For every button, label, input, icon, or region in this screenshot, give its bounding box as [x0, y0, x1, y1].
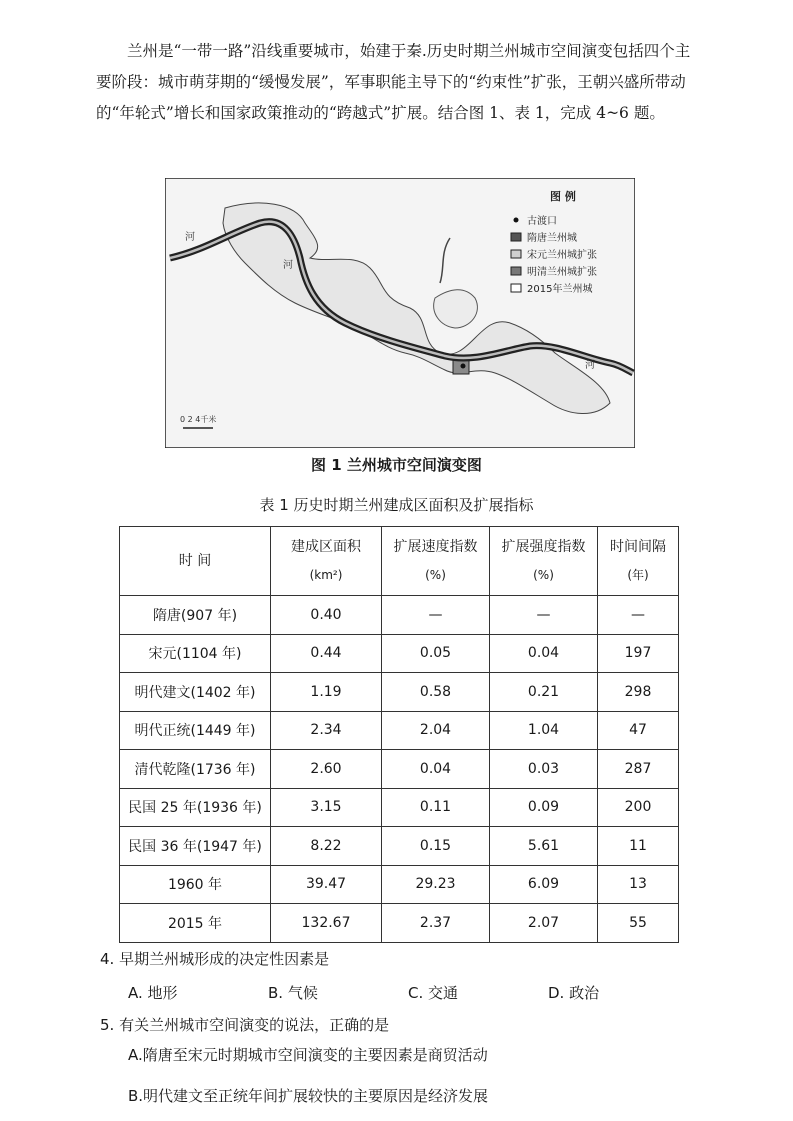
intro-paragraph [96, 36, 696, 129]
option-d[interactable]: D. 政治 [548, 984, 600, 1002]
option-c[interactable]: C. 交通 [408, 984, 459, 1002]
header-interval-unit: (年) [627, 568, 649, 582]
cell-strength: 0.21 [490, 673, 598, 712]
cell-strength: 5.61 [490, 827, 598, 866]
cell-speed: 2.37 [382, 904, 490, 943]
header-speed [382, 527, 490, 596]
table-row [120, 596, 679, 635]
option-b[interactable]: B. 气候 [268, 984, 318, 1002]
cell-time: 1960 年 [120, 865, 271, 904]
cell-time: 宋元(1104 年) [120, 634, 271, 673]
cell-interval: 197 [598, 634, 679, 673]
river-label-west: 河 [185, 232, 195, 243]
header-area [271, 527, 382, 596]
question-4: 4. 早期兰州城形成的决定性因素是 [100, 950, 330, 968]
cell-interval: 287 [598, 750, 679, 789]
cell-interval: 200 [598, 788, 679, 827]
cell-speed: 29.23 [382, 865, 490, 904]
intro-text: 兰州是“一带一路”沿线重要城市，始建于秦.历史时期兰州城市空间演变包括四个主要阶段：城市萌芽期的“缓慢发展”，军事职能主导下的“约束性”扩张，王朝兴盛所带动的“年轮式”增长和国家政策推动的“跨越式”扩展。结合图 1、表 1，完成 4~6 题。 [96, 42, 691, 122]
cell-time: 清代乾隆(1736 年) [120, 750, 271, 789]
cell-speed: 2.04 [382, 711, 490, 750]
cell-strength: 0.09 [490, 788, 598, 827]
legend-swatch-songyuan [511, 250, 521, 258]
header-area-label: 建成区面积 [291, 539, 361, 555]
cell-time: 明代正统(1449 年) [120, 711, 271, 750]
table-row [120, 673, 679, 712]
legend-label-mingqing: 明清兰州城扩张 [527, 267, 597, 278]
cell-area: 1.19 [271, 673, 382, 712]
cell-strength: — [490, 596, 598, 635]
expansion-table [119, 526, 679, 943]
question-5-option-a[interactable]: A.隋唐至宋元时期城市空间演变的主要因素是商贸活动 [128, 1046, 488, 1064]
legend-label-suitang: 隋唐兰州城 [527, 233, 577, 244]
question-5-option-b[interactable]: B.明代建文至正统年间扩展较快的主要原因是经济发展 [128, 1087, 489, 1105]
cell-speed: 0.05 [382, 634, 490, 673]
question-4-options [128, 982, 688, 1003]
cell-strength: 1.04 [490, 711, 598, 750]
cell-area: 132.67 [271, 904, 382, 943]
cell-interval: 55 [598, 904, 679, 943]
cell-area: 2.34 [271, 711, 382, 750]
cell-time: 民国 25 年(1936 年) [120, 788, 271, 827]
header-strength-unit: (%) [533, 568, 554, 582]
table-row [120, 788, 679, 827]
map-svg [165, 178, 635, 448]
header-time: 时 间 [120, 527, 271, 596]
header-speed-label: 扩展速度指数 [393, 539, 478, 555]
table-row [120, 634, 679, 673]
river-label-east: 河 [585, 360, 595, 371]
header-strength [490, 527, 598, 596]
cell-speed: 0.58 [382, 673, 490, 712]
cell-strength: 0.04 [490, 634, 598, 673]
cell-time: 民国 36 年(1947 年) [120, 827, 271, 866]
legend-swatch-mingqing [511, 267, 521, 275]
cell-time: 2015 年 [120, 904, 271, 943]
cell-area: 0.40 [271, 596, 382, 635]
cell-interval: 47 [598, 711, 679, 750]
table-header-row [120, 527, 679, 596]
scale-label: 0 2 4千米 [180, 415, 217, 424]
table-row [120, 865, 679, 904]
cell-area: 39.47 [271, 865, 382, 904]
cell-area: 3.15 [271, 788, 382, 827]
legend-swatch-ferry [514, 218, 519, 223]
cell-strength: 0.03 [490, 750, 598, 789]
cell-interval: 298 [598, 673, 679, 712]
cell-time: 隋唐(907 年) [120, 596, 271, 635]
cell-speed: 0.04 [382, 750, 490, 789]
legend-title: 图 例 [550, 190, 576, 203]
city-evolution-map [165, 178, 635, 448]
table-row [120, 904, 679, 943]
cell-speed: 0.11 [382, 788, 490, 827]
cell-speed: 0.15 [382, 827, 490, 866]
cell-area: 0.44 [271, 634, 382, 673]
figure-caption: 图 1 兰州城市空间演变图 [311, 456, 482, 474]
header-area-unit: (km²) [309, 568, 343, 582]
legend-label-2015: 2015年兰州城 [527, 284, 593, 295]
cell-time: 明代建文(1402 年) [120, 673, 271, 712]
option-a[interactable]: A. 地形 [128, 984, 178, 1002]
cell-speed: — [382, 596, 490, 635]
table-row [120, 827, 679, 866]
cell-interval: 11 [598, 827, 679, 866]
cell-area: 2.60 [271, 750, 382, 789]
header-interval-label: 时间间隔 [610, 539, 666, 555]
legend-swatch-suitang [511, 233, 521, 241]
header-strength-label: 扩展强度指数 [501, 539, 586, 555]
ferry-point [461, 364, 466, 369]
legend-swatch-2015 [511, 284, 521, 292]
cell-interval: 13 [598, 865, 679, 904]
cell-strength: 6.09 [490, 865, 598, 904]
cell-interval: — [598, 596, 679, 635]
header-interval [598, 527, 679, 596]
cell-area: 8.22 [271, 827, 382, 866]
table-row [120, 750, 679, 789]
table-caption: 表 1 历史时期兰州建成区面积及扩展指标 [259, 496, 534, 514]
cell-strength: 2.07 [490, 904, 598, 943]
river-label-mid: 河 [283, 260, 293, 271]
legend-label-ferry: 古渡口 [527, 216, 557, 227]
header-speed-unit: (%) [425, 568, 446, 582]
legend-label-songyuan: 宋元兰州城扩张 [527, 250, 597, 261]
question-5: 5. 有关兰州城市空间演变的说法，正确的是 [100, 1016, 390, 1034]
table-row [120, 711, 679, 750]
